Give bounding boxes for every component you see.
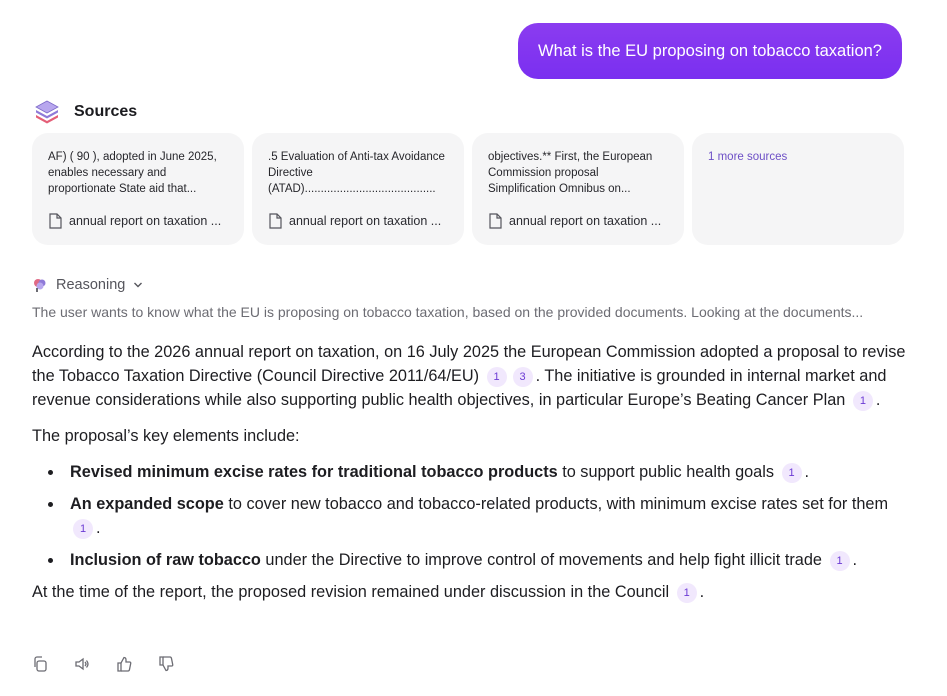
list-item bbox=[32, 492, 912, 540]
reasoning-toggle[interactable] bbox=[32, 275, 143, 295]
source-snippet: AF) ( 90 ), adopted in June 2025, enables necessary and proportionate State aid that... bbox=[48, 151, 217, 195]
answer-paragraph: The proposal’s key elements include: bbox=[32, 427, 300, 445]
thumbs-down-icon bbox=[158, 656, 174, 672]
citation-badge[interactable]: 1 bbox=[73, 519, 93, 539]
list-item bbox=[32, 548, 912, 572]
document-icon bbox=[268, 213, 282, 229]
answer-text: . bbox=[699, 583, 705, 601]
answer-text: According to the 2026 annual report on taxation, on 16 July 2025 the European Commission adopted a proposal to revise the Tobacco Taxation Directive (Council Directive 2011/64/EU) bbox=[32, 343, 906, 385]
source-snippet: .5 Evaluation of Anti-tax Avoidance Directive (ATAD)......................................... bbox=[268, 151, 445, 195]
source-card[interactable] bbox=[32, 133, 244, 245]
list-item-text: under the Directive to improve control of movements and help fight illicit trade bbox=[260, 551, 822, 569]
key-elements-list bbox=[32, 460, 912, 572]
answer-text: At the time of the report, the proposed revision remained under discussion in the Council bbox=[32, 583, 670, 601]
source-file-name: annual report on taxation ... bbox=[69, 214, 222, 228]
source-card[interactable] bbox=[252, 133, 464, 245]
user-message-bubble: What is the EU proposing on tobacco taxation? bbox=[518, 23, 902, 79]
citation-badge[interactable]: 1 bbox=[830, 551, 850, 571]
list-item-bold: Inclusion of raw tobacco bbox=[70, 551, 261, 569]
document-icon bbox=[48, 213, 62, 229]
source-card[interactable] bbox=[472, 133, 684, 245]
source-file-name: annual report on taxation ... bbox=[289, 214, 442, 228]
answer-paragraph bbox=[32, 340, 912, 412]
citation-badge[interactable]: 1 bbox=[677, 583, 697, 603]
citation-badge[interactable]: 3 bbox=[513, 367, 533, 387]
list-item-bold: An expanded scope bbox=[70, 495, 224, 513]
list-item-text: . bbox=[852, 551, 858, 569]
reasoning-icon bbox=[32, 277, 48, 293]
source-snippet: objectives.** First, the European Commission proposal Simplification Omnibus on... bbox=[488, 151, 653, 195]
list-item-bold: Revised minimum excise rates for traditional tobacco products bbox=[70, 463, 558, 481]
layers-stack-icon bbox=[34, 99, 60, 125]
list-item-text: . bbox=[96, 519, 101, 537]
list-item bbox=[32, 460, 912, 484]
answer-text: . bbox=[875, 391, 881, 409]
assistant-answer bbox=[32, 340, 912, 616]
message-actions bbox=[32, 655, 174, 673]
list-item-text: . bbox=[804, 463, 810, 481]
answer-paragraph bbox=[32, 580, 912, 604]
source-cards bbox=[32, 133, 904, 245]
thumbs-up-icon bbox=[116, 656, 132, 672]
citation-badge[interactable]: 1 bbox=[782, 463, 802, 483]
copy-icon bbox=[32, 656, 48, 672]
sources-header bbox=[34, 97, 137, 127]
more-sources-card[interactable] bbox=[692, 133, 904, 245]
answer-text: . The initiative is grounded in internal market and revenue considerations while also supporting public health objectives, in particular Europe’s Beating Cancer Plan bbox=[32, 367, 887, 409]
citation-badge[interactable]: 1 bbox=[487, 367, 507, 387]
source-file-name: annual report on taxation ... bbox=[509, 214, 662, 228]
source-file bbox=[48, 213, 221, 229]
list-item-text: to cover new tobacco and tobacco-related products, with minimum excise rates set for them bbox=[223, 495, 889, 513]
thumbs-up-button[interactable] bbox=[116, 655, 132, 673]
copy-button[interactable] bbox=[32, 655, 48, 673]
source-file bbox=[268, 213, 441, 229]
citation-badge[interactable]: 1 bbox=[853, 391, 873, 411]
source-file bbox=[488, 213, 661, 229]
reasoning-preview: The user wants to know what the EU is proposing on tobacco taxation, based on the provided documents. Looking at the documents... bbox=[32, 304, 864, 320]
thumbs-down-button[interactable] bbox=[158, 655, 174, 673]
sources-title: Sources bbox=[74, 103, 138, 120]
chevron-down-icon bbox=[133, 280, 143, 290]
list-item-text: to support public health goals bbox=[557, 463, 774, 481]
speaker-icon bbox=[74, 656, 90, 672]
more-sources-link[interactable]: 1 more sources bbox=[708, 151, 788, 163]
document-icon bbox=[488, 213, 502, 229]
reasoning-label: Reasoning bbox=[56, 277, 126, 293]
read-aloud-button[interactable] bbox=[74, 655, 90, 673]
